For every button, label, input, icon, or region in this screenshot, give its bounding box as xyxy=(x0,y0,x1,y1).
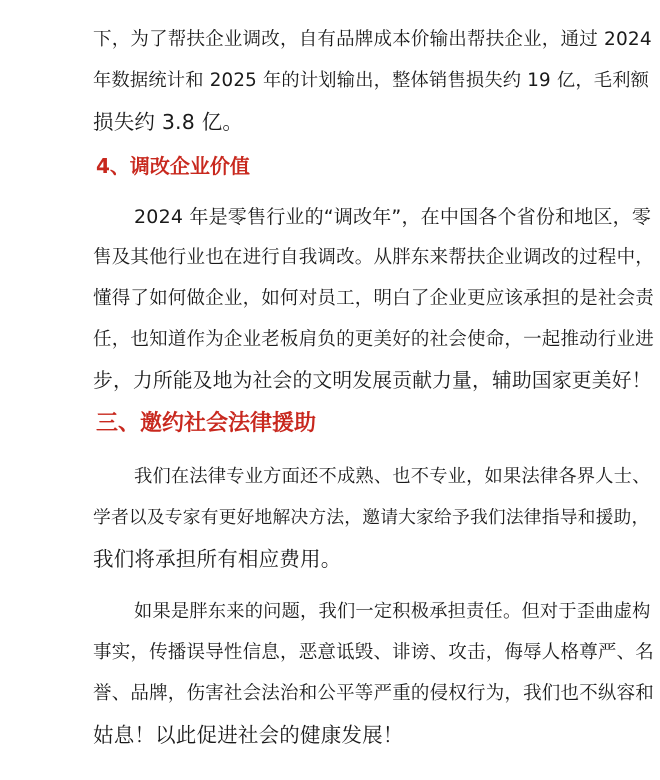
paragraph-1-line-3: 损失约 3.8 亿。 xyxy=(93,110,244,134)
paragraph-2-line-3: 懂得了如何做企业，如何对员工，明白了企业更应该承担的是社会责 xyxy=(93,288,655,309)
section-heading-adjust-value: 4、调改企业价值 xyxy=(96,154,250,178)
section-heading-legal-aid: 三、邀约社会法律援助 xyxy=(96,411,317,436)
paragraph-1-line-1: 下，为了帮扶企业调改，自有品牌成本价输出帮扶企业，通过 2024 xyxy=(93,29,652,50)
paragraph-4-line-4: 姑息！以此促进社会的健康发展！ xyxy=(93,723,404,747)
paragraph-4-line-2: 事实，传播误导性信息，恶意诋毁、诽谤、攻击，侮辱人格尊严、名 xyxy=(93,642,655,663)
paragraph-3-line-3: 我们将承担所有相应费用。 xyxy=(93,547,342,571)
paragraph-2-line-2: 售及其他行业也在进行自我调改。从胖东来帮扶企业调改的过程中， xyxy=(93,247,655,268)
paragraph-2-line-5: 步，力所能及地为社会的文明发展贡献力量，辅助国家更美好！ xyxy=(93,369,652,392)
paragraph-3-line-2: 学者以及专家有更好地解决方法，邀请大家给予我们法律指导和援助， xyxy=(93,508,650,528)
paragraph-3-line-1: 我们在法律专业方面还不成熟、也不专业，如果法律各界人士、 xyxy=(134,466,651,487)
paragraph-2-line-4: 任，也知道作为企业老板肩负的更美好的社会使命，一起推动行业进 xyxy=(93,329,655,350)
paragraph-4-line-1: 如果是胖东来的问题，我们一定积极承担责任。但对于歪曲虚构 xyxy=(134,601,651,622)
paragraph-4-line-3: 誉、品牌，伤害社会法治和公平等严重的侵权行为，我们也不纵容和 xyxy=(93,683,655,704)
paragraph-1-line-2: 年数据统计和 2025 年的计划输出，整体销售损失约 19 亿，毛利额 xyxy=(93,70,650,91)
paragraph-2-line-1: 2024 年是零售行业的“调改年”，在中国各个省份和地区，零 xyxy=(134,206,652,228)
